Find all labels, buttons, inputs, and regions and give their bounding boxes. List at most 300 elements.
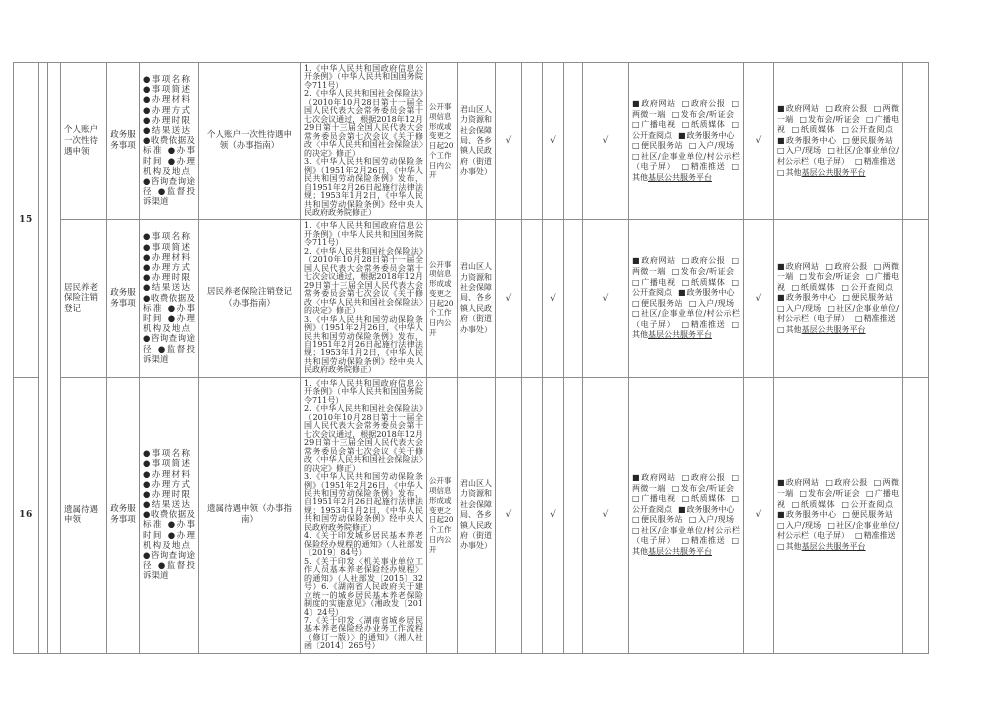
channel-label: 两微一端 bbox=[632, 267, 666, 277]
remark-cell bbox=[903, 377, 929, 653]
channel-label: 广播电视 bbox=[777, 114, 900, 135]
channel-label: 其他 bbox=[632, 330, 648, 340]
channel-label: 精准推送 bbox=[690, 162, 726, 172]
checkbox-icon: □ bbox=[777, 167, 785, 177]
content-bullet: ●办理方式 bbox=[143, 479, 190, 490]
channel-option bbox=[689, 141, 734, 150]
checkbox-icon: □ bbox=[791, 282, 800, 292]
content-bullet: ●办理材料 bbox=[143, 252, 190, 263]
item-name-cell: 个人账户一次性待遇申领 bbox=[61, 63, 107, 220]
channel-label: 便民服务站 bbox=[640, 298, 683, 308]
checkbox-icon: □ bbox=[632, 120, 641, 130]
check-cell-2 bbox=[522, 63, 543, 220]
checkbox-icon: □ bbox=[873, 478, 882, 488]
channel-label: 发布会/听证会 bbox=[808, 489, 860, 498]
content-bullet: ●监督投诉渠道 bbox=[143, 561, 195, 582]
legal-basis-item: 2.《中华人民共和国社会保险法》（2010年10月28日第十一届全国人民代表大会常务委员会第十七次会议通过，根据2018年12月29日第十三届全国人民代表大会常务委员会第七次会议《关于修改〈中华人民共和国社会保险法〉的决定》修正） bbox=[304, 89, 423, 158]
checkbox-icon: ■ bbox=[632, 473, 641, 483]
check-cell-5: √ bbox=[583, 220, 629, 377]
checkbox-icon: □ bbox=[688, 515, 697, 525]
channel-option bbox=[681, 320, 725, 329]
checkbox-icon: □ bbox=[799, 272, 808, 282]
item-name-cell: 遗属待遇申领 bbox=[61, 377, 107, 653]
check-cell-5: √ bbox=[583, 377, 629, 653]
check-cell-6: √ bbox=[744, 63, 774, 220]
channel-label: 纸质媒体 bbox=[690, 494, 726, 504]
channel-label: 纸质媒体 bbox=[800, 282, 836, 292]
channel-option bbox=[632, 278, 676, 287]
checkbox-icon: □ bbox=[791, 499, 800, 509]
channel-label: 公开查阅点 bbox=[632, 288, 672, 298]
checkbox-icon: □ bbox=[632, 298, 640, 308]
channel-option bbox=[777, 304, 821, 313]
content-bullet: ●事项简述 bbox=[143, 242, 190, 253]
channel-label: 广播电视 bbox=[641, 277, 676, 287]
checkbox-icon: ■ bbox=[777, 135, 785, 145]
checkbox-icon: □ bbox=[671, 109, 680, 119]
channel-option bbox=[632, 141, 683, 150]
content-bullet: ●结果送达 bbox=[143, 125, 190, 136]
checkbox-icon: □ bbox=[731, 536, 739, 546]
channel-option bbox=[672, 267, 734, 276]
checkbox-icon: □ bbox=[777, 520, 785, 530]
channel-fill-in: 基层公共服务平台 bbox=[648, 547, 712, 557]
checkbox-icon: □ bbox=[632, 309, 641, 319]
channel-label: 政务服务中心 bbox=[686, 130, 735, 140]
checkbox-icon: □ bbox=[681, 120, 690, 130]
channel-option bbox=[855, 157, 896, 166]
checkbox-icon: □ bbox=[632, 141, 640, 151]
channel-label: 两微一端 bbox=[777, 478, 899, 498]
check-cell-5: √ bbox=[583, 63, 629, 220]
checkbox-icon: □ bbox=[873, 261, 882, 271]
legal-basis-item: 4.《关于印发城乡居民基本养老保险经办规程的通知》（人社部发〔2019〕84号） bbox=[304, 531, 423, 558]
channel-label: 社区/企事业单位/村公示栏（电子屏） bbox=[632, 525, 741, 546]
legal-basis-item: 7.《关于印发〈湖南省城乡居民基本养老保险经办业务工作流程（修订一版）〉的通知》（湘人社函〔2014〕265号） bbox=[304, 616, 423, 651]
legal-basis-item: 3.《中华人民共和国劳动保险条例》（1951年2月26日，《中华人民共和国劳动保险条例》发布，自1951年2月26日起施行法律法规；1953年1月2日，《中华人民共和国劳动保险条例》经中央人民政府政务院修正） bbox=[304, 472, 423, 532]
content-bullet: ●事项简述 bbox=[143, 459, 190, 470]
channel-label: 广播电视 bbox=[777, 489, 900, 509]
check-cell-4 bbox=[564, 220, 583, 377]
content-bullet: ●办事时间 bbox=[143, 520, 195, 541]
channel-label: 公开查阅点 bbox=[850, 125, 893, 135]
check-cell-6: √ bbox=[744, 377, 774, 653]
channel-label: 入户/现场 bbox=[785, 303, 822, 313]
checkbox-icon: □ bbox=[825, 261, 834, 271]
channel-label: 公开查阅点 bbox=[632, 130, 672, 140]
channel-option bbox=[792, 125, 836, 134]
channel-option bbox=[825, 478, 867, 487]
channel-label: 政府公报 bbox=[834, 261, 868, 271]
checkbox-icon: □ bbox=[632, 494, 641, 504]
checkbox-icon: □ bbox=[731, 256, 740, 266]
checkbox-icon: ■ bbox=[777, 104, 785, 114]
content-bullet: ●办理时限 bbox=[143, 489, 190, 500]
checkbox-icon: □ bbox=[827, 520, 836, 530]
content-bullet: ●事项名称 bbox=[143, 75, 190, 85]
channel-option bbox=[855, 314, 896, 323]
checkbox-icon: □ bbox=[865, 489, 874, 498]
publisher-cell: 君山区人力资源和社会保障局、各乡镇人民政府（街道办事处） bbox=[458, 220, 496, 377]
check-cell-6: √ bbox=[744, 220, 774, 377]
channel-option bbox=[842, 293, 893, 302]
channel-option bbox=[678, 505, 735, 514]
checkbox-icon: □ bbox=[777, 325, 785, 335]
channel-option bbox=[792, 283, 836, 292]
table-row bbox=[14, 377, 929, 653]
channel-label: 其他 bbox=[785, 541, 802, 551]
checkbox-icon: □ bbox=[841, 499, 850, 509]
checkbox-icon: □ bbox=[777, 541, 785, 551]
legal-basis-item: 3.《中华人民共和国劳动保险条例》（1951年2月26日，《中华人民共和国劳动保险条例》发布，自1951年2月26日起施行法律法规；1953年1月2日，《中华人民共和国劳动保险条例》经中央人民政府政务院修正） bbox=[304, 157, 423, 217]
content-bullet: ●办理机构及地点 bbox=[143, 156, 195, 177]
checkbox-icon: □ bbox=[681, 277, 690, 287]
channel-label: 社区/企事业单位/村公示栏（电子屏） bbox=[632, 151, 741, 172]
checkbox-icon: ■ bbox=[777, 261, 785, 271]
channel-option bbox=[777, 521, 821, 530]
content-bullet: ●办事时间 bbox=[143, 146, 195, 167]
channel-label: 其他 bbox=[785, 167, 802, 177]
channels-cell-township bbox=[774, 63, 903, 220]
channel-option bbox=[672, 110, 734, 119]
channel-option bbox=[792, 500, 836, 509]
channel-fill-in: 基层公共服务平台 bbox=[648, 330, 712, 340]
carrier-cell: 居民养老保险注销登记（办事指南） bbox=[199, 220, 301, 377]
channel-label: 精准推送 bbox=[690, 319, 726, 329]
channel-label: 政府公报 bbox=[834, 478, 868, 488]
checkbox-icon: □ bbox=[799, 114, 808, 124]
channel-option bbox=[682, 473, 726, 482]
channel-option bbox=[777, 478, 819, 487]
check-cell-1: √ bbox=[496, 220, 522, 377]
channel-option bbox=[841, 283, 893, 292]
remark-cell bbox=[903, 63, 929, 220]
legal-basis-cell bbox=[301, 63, 427, 220]
remark-cell bbox=[903, 220, 929, 377]
content-bullet: ●咨询查询途径 bbox=[143, 176, 195, 198]
checkbox-icon: □ bbox=[841, 282, 850, 292]
channel-option bbox=[689, 299, 734, 308]
table-row bbox=[14, 63, 929, 220]
content-bullet: ●监督投诉渠道 bbox=[143, 344, 195, 365]
checkbox-icon: □ bbox=[731, 319, 739, 329]
channel-label: 政府网站 bbox=[785, 261, 820, 271]
channel-option bbox=[799, 115, 860, 124]
channel-label: 精准推送 bbox=[863, 531, 896, 541]
channel-label: 政府公报 bbox=[690, 473, 726, 483]
checkbox-icon: □ bbox=[865, 114, 874, 124]
channel-option bbox=[672, 484, 734, 493]
check-cell-2 bbox=[522, 377, 543, 653]
channel-option bbox=[799, 489, 860, 498]
channel-label: 发布会/听证会 bbox=[808, 114, 860, 124]
time-limit-cell: 公开事项信息形成或变更之日起20个工作日内公开 bbox=[427, 63, 458, 220]
checkbox-icon: □ bbox=[671, 483, 680, 493]
checkbox-icon: □ bbox=[842, 510, 851, 520]
checkbox-icon: □ bbox=[681, 256, 690, 266]
channel-label: 便民服务站 bbox=[640, 141, 683, 151]
channel-label: 社区/企事业单位/村公示栏（电子屏） bbox=[632, 309, 741, 329]
checkbox-icon: ■ bbox=[632, 256, 641, 266]
check-cell-1: √ bbox=[496, 377, 522, 653]
content-bullet: ●监督投诉渠道 bbox=[143, 187, 195, 208]
content-bullet: ●结果送达 bbox=[143, 500, 190, 511]
channel-label: 纸质媒体 bbox=[800, 125, 836, 135]
channels-cell-township bbox=[774, 220, 903, 377]
checkbox-icon: ■ bbox=[678, 504, 686, 514]
checkbox-icon: □ bbox=[731, 277, 740, 287]
checkbox-icon: □ bbox=[632, 515, 640, 525]
legal-basis-item: 1.《中华人民共和国政府信息公开条例》（中华人民共和国国务院令711号） bbox=[304, 378, 423, 405]
check-cell-4 bbox=[564, 377, 583, 653]
checkbox-icon: □ bbox=[799, 489, 808, 498]
checkbox-icon: □ bbox=[777, 146, 785, 156]
channel-label: 其他 bbox=[632, 547, 648, 557]
checkbox-icon: □ bbox=[681, 162, 690, 172]
publisher-cell: 君山区人力资源和社会保障局、各乡镇人民政府（街道办事处） bbox=[458, 377, 496, 653]
disclosure-content-cell bbox=[140, 220, 199, 377]
checkbox-icon: □ bbox=[681, 473, 690, 483]
channel-label: 社区/企事业单位/村公示栏（电子屏） bbox=[777, 146, 899, 167]
checkbox-icon: □ bbox=[841, 125, 850, 135]
channel-option bbox=[777, 168, 866, 177]
checkbox-icon: ■ bbox=[777, 478, 785, 488]
checkbox-icon: □ bbox=[731, 120, 740, 130]
channel-label: 公开查阅点 bbox=[850, 499, 893, 509]
checkbox-icon: □ bbox=[827, 303, 836, 313]
checkbox-icon: □ bbox=[671, 267, 680, 277]
checkbox-icon: □ bbox=[777, 303, 785, 313]
check-cell-3: √ bbox=[543, 220, 564, 377]
legal-basis-item: 1.《中华人民共和国政府信息公开条例》（中华人民共和国国务院令711号） bbox=[304, 221, 423, 248]
channel-label: 政府公报 bbox=[690, 256, 726, 266]
checkbox-icon: ■ bbox=[777, 293, 785, 303]
channel-label: 精准推送 bbox=[863, 314, 896, 324]
legal-basis-item: 5.《关于印发〈机关事业单位工作人员基本养老保险经办规程〉的通知》（人社部发〔2015〕32号）6.《湖南省人民政府关于建立统一的城乡居民基本养老保险制度的实施意见》（湘政发〔2014〕24号） bbox=[304, 556, 423, 617]
content-bullet: ●收费依据及标准 bbox=[143, 510, 195, 531]
checkbox-icon: ■ bbox=[777, 510, 785, 520]
content-bullet: ●咨询查询途径 bbox=[143, 334, 195, 355]
disclosure-content-cell bbox=[140, 63, 199, 220]
check-cell-4 bbox=[564, 63, 583, 220]
channel-option bbox=[632, 256, 676, 265]
checkbox-icon: □ bbox=[855, 531, 863, 541]
channel-label: 纸质媒体 bbox=[690, 120, 726, 130]
channel-option bbox=[682, 120, 726, 129]
legal-basis-item: 1.《中华人民共和国政府信息公开条例》（中华人民共和国国务院令711号） bbox=[304, 64, 423, 90]
channel-label: 便民服务站 bbox=[851, 293, 893, 303]
channels-cell-district bbox=[629, 63, 744, 220]
checkbox-icon: □ bbox=[731, 473, 740, 483]
content-bullet: ●咨询查询途径 bbox=[143, 551, 195, 572]
channel-label: 发布会/听证会 bbox=[680, 109, 735, 119]
channel-label: 政务服务中心 bbox=[785, 135, 837, 145]
content-bullet: ●办理方式 bbox=[143, 263, 190, 273]
checkbox-icon: □ bbox=[865, 272, 874, 282]
channel-option bbox=[632, 515, 683, 524]
channel-label: 两微一端 bbox=[777, 104, 899, 124]
channel-option bbox=[777, 510, 836, 519]
channel-label: 政府网站 bbox=[641, 473, 676, 483]
channel-label: 发布会/听证会 bbox=[680, 483, 735, 493]
checkbox-icon: □ bbox=[688, 141, 697, 151]
channel-option bbox=[632, 120, 676, 129]
channel-label: 公开查阅点 bbox=[850, 282, 893, 292]
channel-option bbox=[841, 500, 893, 509]
content-bullet: ●办理机构及地点 bbox=[143, 530, 195, 551]
time-limit-cell: 公开事项信息形成或变更之日起20个工作日内公开 bbox=[427, 377, 458, 653]
channel-label: 精准推送 bbox=[690, 536, 726, 546]
channel-label: 其他 bbox=[785, 325, 802, 335]
checkbox-icon: □ bbox=[731, 99, 740, 109]
checkbox-icon: □ bbox=[681, 536, 690, 546]
channel-label: 广播电视 bbox=[641, 494, 676, 504]
channel-label: 两微一端 bbox=[777, 261, 899, 282]
channel-label: 发布会/听证会 bbox=[680, 267, 735, 277]
channel-option bbox=[825, 262, 867, 271]
carrier-cell: 遗属待遇申领（办事指南） bbox=[199, 377, 301, 653]
checkbox-icon: ■ bbox=[678, 130, 686, 140]
channel-label: 入户/现场 bbox=[785, 146, 822, 156]
channel-option bbox=[681, 162, 725, 171]
channel-label: 发布会/听证会 bbox=[808, 272, 860, 282]
channel-label: 入户/现场 bbox=[697, 298, 735, 308]
checkbox-icon: □ bbox=[681, 99, 690, 109]
legal-basis-item: 2.《中华人民共和国社会保险法》（2010年10月28日第十一届全国人民代表大会常务委员会第十七次会议通过，根据2018年12月29日第十三届全国人民代表大会常务委员会第七次会议《关于修改〈中华人民共和国社会保险法〉的决定》修正） bbox=[304, 404, 423, 473]
row-number-cell: 16 bbox=[14, 377, 39, 653]
disclosure-table bbox=[13, 62, 929, 654]
content-bullet: ●办理时限 bbox=[143, 115, 190, 126]
check-cell-1: √ bbox=[496, 63, 522, 220]
channels-cell-district bbox=[629, 220, 744, 377]
content-bullet: ●办事时间 bbox=[143, 303, 195, 324]
checkbox-icon: □ bbox=[825, 478, 834, 488]
legal-basis-cell bbox=[301, 220, 427, 377]
category-cell: 政务服务事项 bbox=[107, 377, 140, 653]
channels-cell-district bbox=[629, 377, 744, 653]
channel-option bbox=[841, 125, 893, 134]
channel-label: 两微一端 bbox=[632, 483, 666, 493]
disclosure-content-cell bbox=[140, 377, 199, 653]
channel-label: 公开查阅点 bbox=[632, 504, 672, 514]
channel-label: 便民服务站 bbox=[640, 515, 683, 525]
content-bullet: ●办理机构及地点 bbox=[143, 313, 195, 335]
channel-option bbox=[682, 278, 726, 287]
checkbox-icon: □ bbox=[825, 104, 834, 114]
channel-option bbox=[681, 536, 725, 545]
checkbox-icon: □ bbox=[842, 135, 851, 145]
category-cell: 政务服务事项 bbox=[107, 63, 140, 220]
content-bullet: ●结果送达 bbox=[143, 283, 190, 294]
item-name-cell: 居民养老保险注销登记 bbox=[61, 220, 107, 377]
checkbox-icon: □ bbox=[827, 146, 836, 156]
checkbox-icon: □ bbox=[632, 525, 641, 535]
channel-option bbox=[678, 288, 735, 297]
checkbox-icon: □ bbox=[855, 157, 863, 167]
channel-label: 入户/现场 bbox=[697, 141, 735, 151]
channel-label: 政务服务中心 bbox=[686, 504, 735, 514]
checkbox-icon: □ bbox=[731, 162, 739, 172]
checkbox-icon: □ bbox=[842, 293, 851, 303]
spacer-cell-2 bbox=[48, 63, 61, 654]
content-bullet: ●办理时限 bbox=[143, 273, 190, 284]
channel-option bbox=[777, 146, 821, 155]
channel-option bbox=[855, 531, 896, 540]
channel-label: 政府网站 bbox=[641, 99, 676, 109]
channel-option bbox=[777, 104, 819, 113]
channel-label: 纸质媒体 bbox=[800, 499, 836, 509]
channel-option bbox=[682, 99, 726, 108]
checkbox-icon: □ bbox=[731, 494, 740, 504]
check-cell-3: √ bbox=[543, 63, 564, 220]
content-bullet: ●收费依据及标准 bbox=[143, 136, 195, 157]
channel-option bbox=[632, 473, 676, 482]
channel-label: 政务服务中心 bbox=[785, 293, 837, 303]
channel-label: 政府公报 bbox=[690, 99, 726, 109]
channel-label: 广播电视 bbox=[777, 272, 900, 292]
check-cell-2 bbox=[522, 220, 543, 377]
channel-label: 广播电视 bbox=[641, 120, 676, 130]
channel-label: 政务服务中心 bbox=[785, 510, 837, 520]
publisher-cell: 君山区人力资源和社会保障局、各乡镇人民政府（街道办事处） bbox=[458, 63, 496, 220]
checkbox-icon: □ bbox=[632, 277, 641, 287]
channel-fill-in: 基层公共服务平台 bbox=[801, 325, 866, 335]
channel-label: 纸质媒体 bbox=[690, 277, 726, 287]
content-bullet: ●收费依据及标准 bbox=[143, 293, 195, 314]
checkbox-icon: ■ bbox=[678, 288, 686, 298]
channel-option bbox=[632, 99, 676, 108]
content-bullet: ●办理材料 bbox=[143, 95, 190, 106]
checkbox-icon: □ bbox=[632, 151, 641, 161]
content-bullet: ●事项名称 bbox=[143, 232, 190, 243]
checkbox-icon: □ bbox=[688, 298, 697, 308]
channel-option bbox=[825, 104, 867, 113]
channel-label: 两微一端 bbox=[632, 109, 666, 119]
time-limit-cell: 公开事项信息形成或变更之日起20个工作日内公开 bbox=[427, 220, 458, 377]
spacer-cell-1 bbox=[39, 63, 48, 654]
table-row bbox=[14, 220, 929, 377]
channel-option bbox=[777, 262, 819, 271]
channel-label: 政府网站 bbox=[641, 256, 676, 266]
channel-option bbox=[842, 510, 893, 519]
channel-option bbox=[777, 542, 866, 551]
checkbox-icon: □ bbox=[855, 314, 863, 324]
legal-basis-cell bbox=[301, 377, 427, 653]
legal-basis-item: 3.《中华人民共和国劳动保险条例》（1951年2月26日，《中华人民共和国劳动保险条例》发布，自1951年2月26日起施行法律法规；1953年1月2日，《中华人民共和国劳动保险条例》经中央人民政府政务院修正） bbox=[304, 314, 423, 375]
channel-option bbox=[682, 256, 726, 265]
channel-label: 政府网站 bbox=[785, 104, 820, 114]
channel-label: 社区/企事业单位/村公示栏（电子屏） bbox=[777, 520, 899, 541]
channel-label: 入户/现场 bbox=[697, 515, 735, 525]
checkbox-icon: □ bbox=[791, 125, 800, 135]
channel-option bbox=[689, 515, 734, 524]
check-cell-3: √ bbox=[543, 377, 564, 653]
content-bullet: ●办理方式 bbox=[143, 105, 190, 116]
channel-label: 精准推送 bbox=[863, 157, 896, 167]
content-bullet: ●事项简述 bbox=[143, 85, 190, 96]
channel-label: 其他 bbox=[632, 172, 648, 182]
channel-label: 便民服务站 bbox=[851, 510, 893, 520]
channel-fill-in: 基层公共服务平台 bbox=[648, 172, 712, 182]
channel-option bbox=[777, 293, 836, 302]
checkbox-icon: □ bbox=[681, 494, 690, 504]
channel-option bbox=[682, 494, 726, 503]
checkbox-icon: ■ bbox=[632, 99, 641, 109]
checkbox-icon: □ bbox=[681, 319, 690, 329]
content-bullet: ●事项名称 bbox=[143, 449, 190, 460]
channel-option bbox=[678, 131, 735, 140]
channel-label: 政府网站 bbox=[785, 478, 820, 488]
